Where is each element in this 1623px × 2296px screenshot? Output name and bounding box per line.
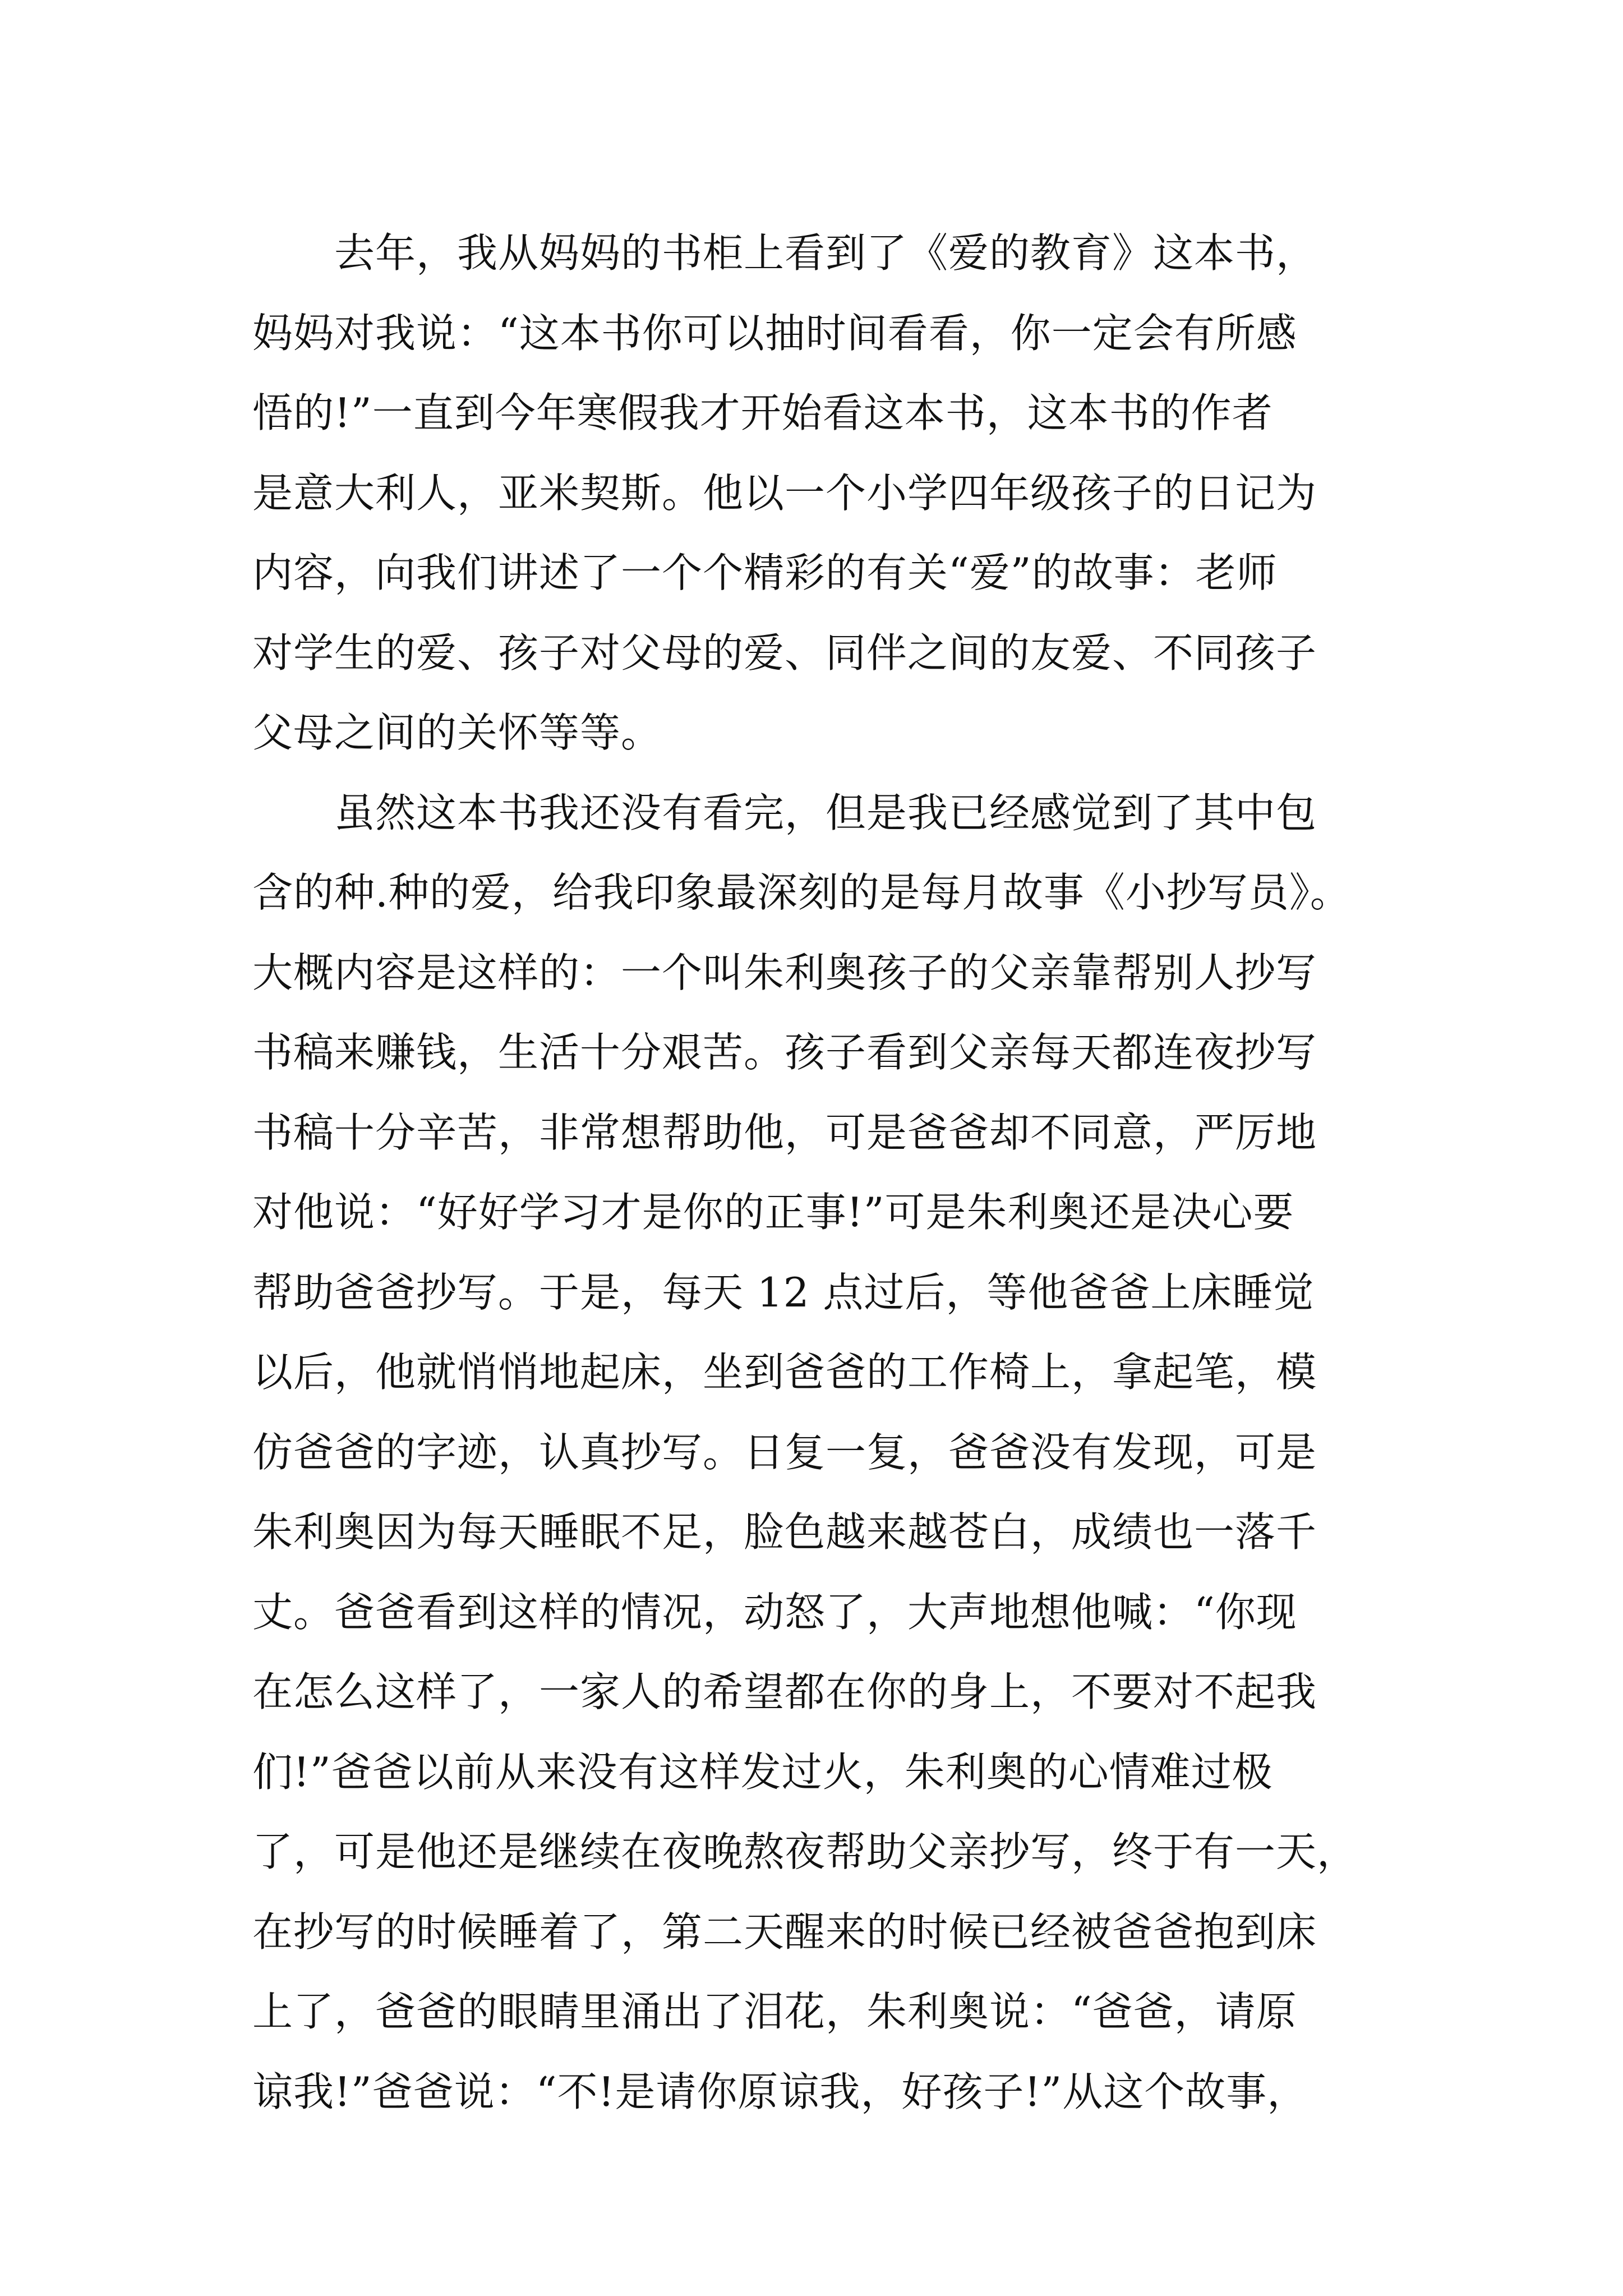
text-line: 对他说：“好好学习才是你的正事!”可是朱利奥还是决心要 [252,1189,1294,1236]
text-line: 对学生的爱、孩子对父母的爱、同伴之间的友爱、不同孩子 [252,629,1317,677]
text-line: 谅我!”爸爸说：“不!是请你原谅我，好孩子!”从这个故事， [252,2068,1308,2115]
text-line: 帮助爸爸抄写。于是，每天 12 点过后，等他爸爸上床睡觉 [252,1268,1315,1316]
text-line: 去年，我从妈妈的书柜上看到了《爱的教育》这本书， [334,229,1317,277]
text-line: 丈。爸爸看到这样的情况，动怒了，大声地想他喊：“你现 [252,1588,1297,1636]
text-line: 是意大利人，亚米契斯。他以一个小学四年级孩子的日记为 [252,469,1317,517]
text-line: 仿爸爸的字迹，认真抄写。日复一复，爸爸没有发现，可是 [252,1428,1317,1476]
text-line: 大概内容是这样的：一个叫朱利奥孩子的父亲靠帮别人抄写 [252,949,1317,996]
text-line: 悟的!”一直到今年寒假我才开始看这本书，这本书的作者 [252,389,1273,436]
text-line: 在怎么这样了，一家人的希望都在你的身上，不要对不起我 [252,1668,1317,1715]
text-line: 父母之间的关怀等等。 [252,709,662,756]
text-line: 内容，向我们讲述了一个个精彩的有关“爱”的故事：老师 [252,549,1278,596]
text-line: 书稿十分辛苦，非常想帮助他，可是爸爸却不同意，严厉地 [252,1108,1317,1156]
text-line: 了，可是他还是继续在夜晚熬夜帮助父亲抄写，终于有一天， [252,1828,1358,1875]
text-line: 以后，他就悄悄地起床，坐到爸爸的工作椅上，拿起笔，模 [252,1349,1317,1396]
text-line: 们!”爸爸以前从来没有这样发过火，朱利奥的心情难过极 [252,1748,1273,1796]
document-body [252,213,1458,2132]
text-line: 书稿来赚钱，生活十分艰苦。孩子看到父亲每天都连夜抄写 [252,1029,1317,1076]
text-line: 虽然这本书我还没有看完，但是我已经感觉到了其中包 [334,789,1317,836]
text-line: 含的种.种的爱，给我印象最深刻的是每月故事《小抄写员》。 [252,869,1351,916]
text-line: 上了，爸爸的眼睛里涌出了泪花，朱利奥说：“爸爸，请原 [252,1988,1297,2035]
text-line: 妈妈对我说：“这本书你可以抽时间看看，你一定会有所感 [252,309,1297,357]
text-line: 在抄写的时候睡着了，第二天醒来的时候已经被爸爸抱到床 [252,1908,1317,1955]
text-line: 朱利奥因为每天睡眠不足，脸色越来越苍白，成绩也一落千 [252,1508,1317,1556]
